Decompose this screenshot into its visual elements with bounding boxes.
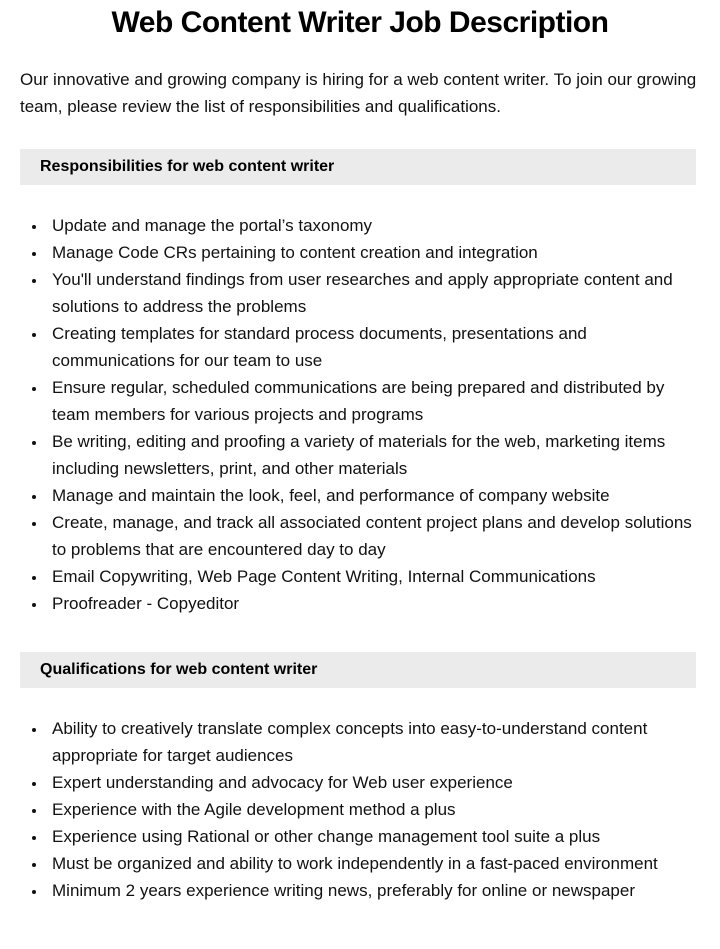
list-item: • Experience with the Agile development method a plus bbox=[47, 796, 700, 823]
list-item: • Ability to creatively translate complex concepts into easy-to-understand content appropriate for target audiences bbox=[47, 715, 700, 769]
list-item: • Experience using Rational or other change management tool suite a plus bbox=[47, 823, 700, 850]
list-item: • Be writing, editing and proofing a variety of materials for the web, marketing items including newsletters, print, and other materials bbox=[47, 428, 700, 482]
list-item: • Minimum 2 years experience writing news, preferably for online or newspaper bbox=[47, 877, 700, 904]
list-item: • Update and manage the portal’s taxonomy bbox=[47, 212, 700, 239]
list-item: • Email Copywriting, Web Page Content Writing, Internal Communications bbox=[47, 563, 700, 590]
list-item: • Proofreader - Copyeditor bbox=[47, 590, 700, 617]
responsibilities-heading: Responsibilities for web content writer bbox=[40, 158, 335, 175]
responsibilities-section-header bbox=[20, 149, 696, 185]
list-item: • Must be organized and ability to work independently in a fast-paced environment bbox=[47, 850, 700, 877]
list-item: • Creating templates for standard process documents, presentations and communications for our team to use bbox=[47, 320, 700, 374]
section-spacer bbox=[0, 617, 720, 652]
list-item: • You'll understand findings from user researches and apply appropriate content and solutions to address the problems bbox=[47, 266, 700, 320]
responsibilities-list bbox=[20, 212, 700, 617]
list-item: • Ensure regular, scheduled communications are being prepared and distributed by team members for various projects and programs bbox=[47, 374, 700, 428]
list-item: • Create, manage, and track all associated content project plans and develop solutions to problems that are encountered day to day bbox=[47, 509, 700, 563]
list-item: • Manage Code CRs pertaining to content creation and integration bbox=[47, 239, 700, 266]
qualifications-heading: Qualifications for web content writer bbox=[40, 661, 318, 678]
qualifications-section-header bbox=[20, 652, 696, 688]
intro-paragraph: Our innovative and growing company is hiring for a web content writer. To join our growing team, please review the list of responsibilities and qualifications. bbox=[20, 70, 697, 116]
list-item: • Manage and maintain the look, feel, and performance of company website bbox=[47, 482, 700, 509]
list-item: • Expert understanding and advocacy for Web user experience bbox=[47, 769, 700, 796]
qualifications-list bbox=[20, 715, 700, 904]
page-title: Web Content Writer Job Description bbox=[111, 6, 609, 39]
